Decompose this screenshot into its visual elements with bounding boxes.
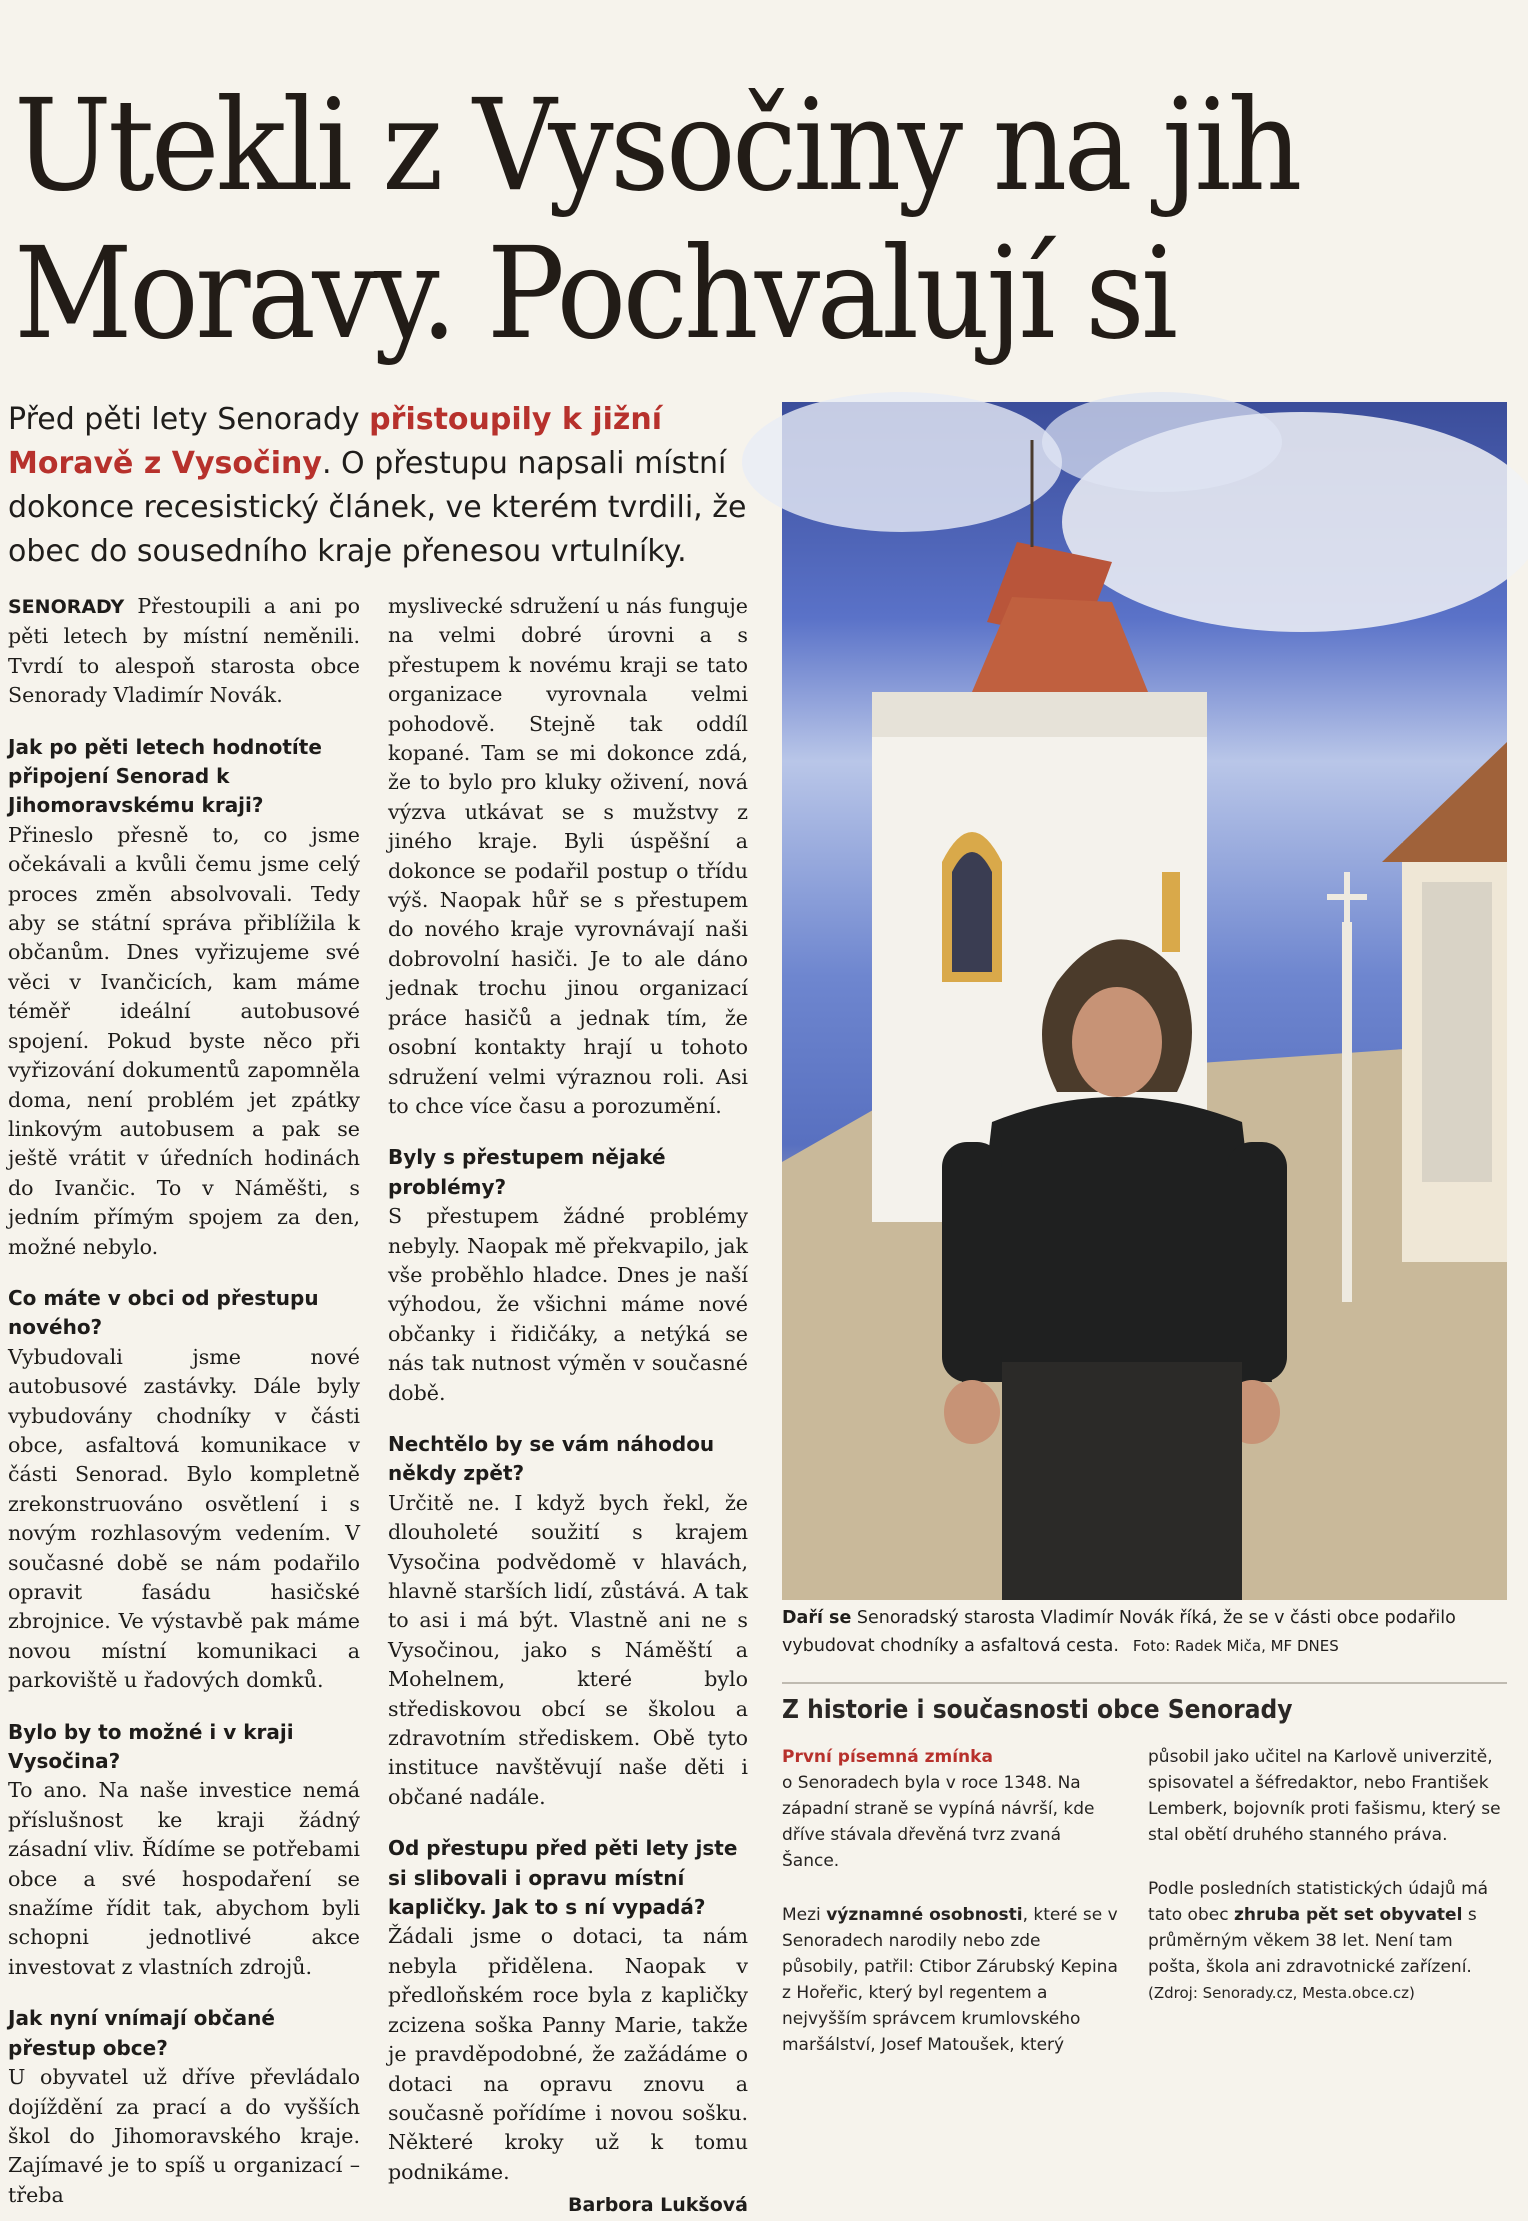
history-people-intro: Mezi — [782, 1905, 827, 1925]
answer-4: U obyvatel už dříve převládalo dojíždění za prací a do vyšších škol do Jihomoravského kraje. Zajímavé je to spíš u organizací – třeba — [8, 2065, 360, 2207]
lead-paragraph — [8, 398, 768, 574]
history-source: (Zdroj: Senorady.cz, Mesta.obce.cz) — [1148, 1984, 1415, 2002]
headline-line-2: Moravy. Pochvalují si — [14, 220, 1175, 367]
question-7: Od přestupu před pěti lety jste si slibovali i opravu místní kapličky. Jak to s ní vypadá? — [388, 1836, 738, 1920]
caption-lead: Daří se — [782, 1608, 852, 1628]
answer-5: S přestupem žádné problémy nebyly. Naopak mě překvapilo, jak vše proběhlo hladce. Dnes je naší výhodou, že všichni máme nové občanky i řidičáky, a netýká se nás tak nutnost výměn v současné době. — [388, 1204, 748, 1405]
answer-4-continued: myslivecké sdružení u nás funguje na velmi dobré úrovni a s přestupem k novému kraji se tato organizace vyrovnala velmi pohodově. Stejně tak oddíl kopané. Tam se mi dokonce zdá, že to bylo pro kluky oživení, nová výzva utkávat se s mužstvy z jiného kraje. Byli úspěšní a dokonce se podařil postup o třídu výš. Naopak hůř se s přestupem do nového kraje vyrovnávají naši dobrovolní hasiči. Je to ale dáno jednak trochu jinou organizací práce hasičů a jednak tím, že osobní kontakty hrají u tohoto sdružení velmi výraznou roli. Asi to chce více času a porozumění. — [388, 594, 748, 1118]
answer-2: Vybudovali jsme nové autobusové zastávky. Dále byly vybudovány chodníky v části obce, asfaltová komunikace v části Senorad. Bylo kompletně zrekonstruováno osvětlení i s novým rozhlasovým vedením. V současné době se nám podařilo opravit fasádu hasičské zbrojnice. Ve výstavbě pak máme novou místní komunikaci a parkoviště u řadových domků. — [8, 1344, 360, 1693]
article-column-1 — [8, 592, 360, 2210]
lead-text-start: Před pěti lety Senorady — [8, 402, 370, 437]
history-people-text: , které se v Senoradech narodily nebo zde působily, patřil: Ctibor Zárubský Kepina z Hořeřic, který byl regentem a nejvyšším správcem krumlovského maršálství, Josef Matoušek, který — [782, 1905, 1118, 2055]
author-byline: Barbora Lukšová — [568, 2194, 748, 2217]
photo-credit: Foto: Radek Miča, MF DNES — [1132, 1637, 1339, 1655]
lead-text-end: . O přestupu napsali místní dokonce recesistický článek, ve kterém tvrdili, že obec do sousedního kraje přenesou vrtulníky. — [8, 446, 747, 569]
answer-1: Přineslo přesně to, co jsme očekávali a kvůli čemu jsme celý proces změn absolvovali. Tedy aby se státní správa přiblížila k občanům. Dnes vyřizujeme své věci v Ivančicích, kam máme téměř ideální autobusové spojení. Pokud byste něco při vyřizování dokumentů zapomněla doma, není problém jet zpátky linkovým autobusem a pak se ještě vrátit v úředních hodinách do Ivančic. To v Náměšti, s jedním přímým spojem za den, možné nebylo. — [8, 822, 360, 1259]
headline-line-1: Utekli z Vysočiny na jih — [14, 72, 1299, 219]
question-4: Jak nyní vnímají občané přestup obce? — [8, 2006, 275, 2060]
answer-7: Žádali jsme o dotaci, ta nám nebyla přidělena. Naopak v předloňském roce byla z kapličky zcizena soška Panny Marie, takže je pravděpodobné, že zažádáme o dotaci na opravu znovu a současně pořídíme i novou sošku. Některé kroky už k tomu podnikáme. — [388, 1924, 748, 2184]
question-6: Nechtělo by se vám náhodou někdy zpět? — [388, 1431, 715, 1486]
photo-illustration — [782, 402, 1507, 1600]
history-first-mention-text: o Senoradech byla v roce 1348. Na západní straně se vypíná návrší, kde dříve stávala dřevěná tvrz zvaná Šance. — [782, 1773, 1095, 1871]
history-box-title: Z historie i současnosti obce Senorady — [782, 1695, 1293, 1725]
question-3: Bylo by to možné i v kraji Vysočina? — [8, 1719, 294, 1774]
article-intro — [8, 592, 360, 711]
question-5: Byly s přestupem nějaké problémy? — [388, 1145, 666, 1199]
history-first-mention — [782, 1744, 1122, 1874]
article-column-2 — [388, 592, 748, 2221]
history-people-continued: působil jako učitel na Karlově univerzitě, spisovatel a šéfredaktor, nebo František Lemberk, bojovník proti fašismu, který se stal obětí druhého stanného práva. — [1148, 1747, 1501, 1845]
answer-6: Určitě ne. I když bych řekl, že dlouholeté soužití s krajem Vysočina podvědomě v hlavách, hlavně starších lidí, zůstává. A tak to asi i má být. Vlastně ani ne s Vysočinou, jako s Náměští a Mohelnem, které bylo střediskovou obcí se školou a zdravotním střediskem. Obě tyto instituce navštěvují naše děti i občané nadále. — [388, 1490, 748, 1809]
history-box-column-2 — [1148, 1744, 1508, 2006]
article-photo — [782, 402, 1507, 1600]
box-divider — [782, 1682, 1507, 1684]
history-notable-people — [782, 1902, 1122, 2058]
headline — [14, 72, 1394, 368]
lead-highlight: přistoupily k jižní Moravě z Vysočiny — [8, 402, 662, 481]
photo-caption — [782, 1604, 1507, 1660]
history-people-bold: významné osobnosti — [826, 1905, 1023, 1925]
question-1: Jak po pěti letech hodnotíte připojení Senorad k Jihomoravskému kraji? — [8, 734, 322, 818]
intro-text: Přestoupili a ani po pěti letech by místní neměnili. Tvrdí to alespoň starosta obce Senorady Vladimír Novák. — [8, 594, 360, 708]
question-2: Co máte v obci od přestupu nového? — [8, 1285, 319, 1340]
dateline: SENORADY — [8, 596, 125, 618]
caption-text: Senoradský starosta Vladimír Novák říká, že se v části obce podařilo vybudovat chodníky a asfaltová cesta. — [782, 1608, 1456, 1656]
history-stats-text: s průměrným věkem 38 let. Není tam pošta, škola ani zdravotnické zařízení. — [1148, 1905, 1477, 1977]
history-statistics — [1148, 1876, 1508, 1980]
history-first-mention-heading: První písemná zmínka — [782, 1747, 993, 1767]
history-stats-intro: Podle posledních statistických údajů má tato obec — [1148, 1879, 1489, 1925]
history-box-column-1 — [782, 1744, 1122, 2058]
answer-3: To ano. Na naše investice nemá příslušnost ke kraji žádný zásadní vliv. Řídíme se potřebami obce a své hospodaření se snažíme řídit tak, abychom byli schopni jednotlivé akce investovat z vlastních zdrojů. — [8, 1778, 360, 1979]
history-stats-bold: zhruba pět set obyvatel — [1233, 1905, 1463, 1925]
